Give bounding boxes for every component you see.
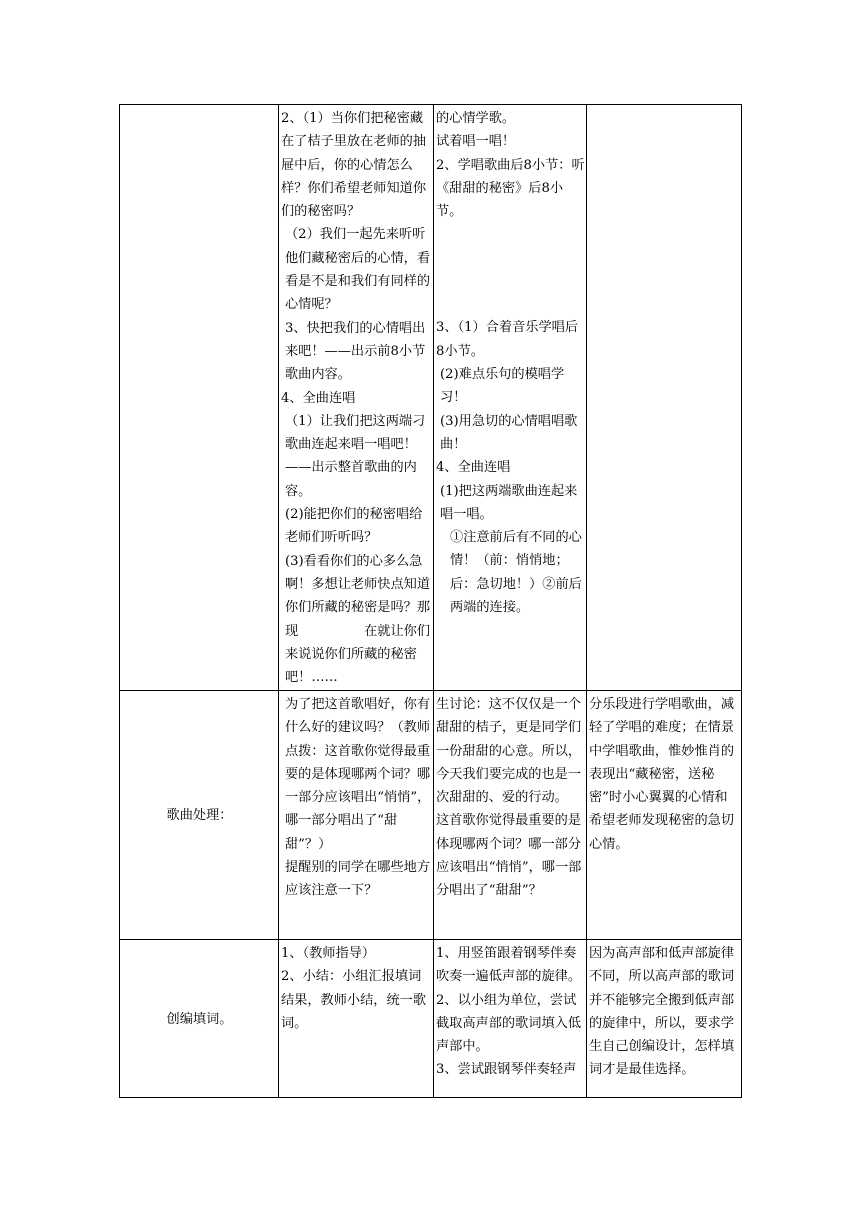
student-paragraph: 试着唱一唱！ [436, 134, 516, 150]
teacher-activity-cell [279, 940, 434, 1098]
student-paragraph: 3、（1）合着音乐学唱后8小节。 [436, 320, 579, 359]
student-paragraph: 1、用竖笛跟着钢琴伴奏吹奏一遍低声部的旋律。 [436, 946, 582, 985]
teacher-activity-cell [279, 691, 434, 940]
student-paragraph: 4、全曲连唱 [436, 460, 511, 476]
student-paragraph: 3、尝试跟钢琴伴奏轻声 [436, 1062, 577, 1078]
teacher-paragraph: 提醒别的同学在哪些地方应该注意一下？ [285, 860, 431, 899]
intent-paragraph: 分乐段进行学唱歌曲，减轻了学唱的难度；在情景中学唱歌曲，惟妙惟肖的表现出“藏秘密，送秘密”时小心翼翼的心情和希望老师发现秘密的急切心情。 [589, 697, 735, 852]
intent-paragraph: 因为高声部和低声部旋律不同，所以高声部的歌词并不能够完全搬到低声部的旋律中，所以，要求学生自己创编设计，怎样填词才是最佳选择。 [589, 946, 735, 1078]
teacher-paragraph: 1、（教师指导） [281, 946, 376, 961]
table-row [120, 105, 742, 691]
teacher-paragraph: 3、快把我们的心情唱出来吧！——出示前8小节歌曲内容。 [285, 320, 426, 383]
student-activity-cell [434, 105, 587, 691]
teacher-paragraph: （1）让我们把这两端刁歌曲连起来唱一唱吧！——出示整首歌曲的内容。 [285, 413, 426, 499]
student-paragraph: (2)难点乐句的模唱学习！ [440, 367, 565, 406]
student-paragraph: 2、以小组为单位，尝试截取高声部的歌词填入低声部中。 [436, 992, 582, 1055]
design-intent-cell [587, 105, 742, 691]
table-row [120, 691, 742, 940]
teacher-paragraph: （2）我们一起先来听听他们藏秘密后的心情，看看是不是和我们有同样的心情呢？ [285, 227, 431, 313]
student-activity-cell [434, 691, 587, 940]
student-paragraph: (3)用急切的心情唱唱歌曲！ [440, 413, 578, 452]
teacher-paragraph: (3)看看你们的心多么急啊！多想让老师快点知道你们所藏的秘密是吗？那现 在就让你们来说说你们所藏的秘密吧！…… [285, 553, 431, 686]
student-paragraph: 2、学唱歌曲后8小节：听《甜甜的秘密》后8小节。 [436, 157, 585, 220]
teacher-paragraph: 4、全曲连唱 [281, 390, 356, 406]
teacher-paragraph: 2、（1）当你们把秘密藏在了桔子里放在老师的抽屉中后，你的心情怎么样？你们希望老师知道你们的秘密吗？ [281, 111, 427, 220]
student-paragraph: 这首歌你觉得最重要的是体现哪两个词？哪一部分应该唱出“悄悄”，哪一部分唱出了“甜甜”？ [436, 813, 582, 899]
design-intent-cell [587, 691, 742, 940]
student-activity-cell [434, 940, 587, 1098]
student-paragraph: ①注意前后有不同的心情！（前：悄悄地；后：急切地！）②前后两端的连接。 [450, 530, 582, 616]
teacher-paragraph: (2)能把你们的秘密唱给老师们听听吗？ [285, 507, 423, 546]
row-label: 创编填词。 [120, 940, 279, 1098]
student-paragraph: (1)把这两端歌曲连起来唱一唱。 [440, 483, 578, 522]
teacher-paragraph: 为了把这首歌唱好，你有什么好的建议吗？（教师点拨：这首歌你觉得最重要的是体现哪两个词？哪一部分应该唱出“悄悄”，哪一部分唱出了“甜甜”？） [285, 697, 431, 852]
design-intent-cell [587, 940, 742, 1098]
student-paragraph: 生讨论：这不仅仅是一个甜甜的桔子，更是同学们一份甜甜的心意。所以，今天我们要完成的也是一次甜甜的、爱的行动。 [436, 697, 582, 806]
row-label [120, 105, 279, 691]
table-row [120, 940, 742, 1098]
teacher-paragraph: 2、小结：小组汇报填词结果，教师小结，统一歌词。 [281, 969, 427, 1031]
student-paragraph: 的心情学歌。 [436, 111, 516, 126]
lesson-plan-table [119, 104, 742, 1098]
row-label: 歌曲处理： [120, 691, 279, 940]
teacher-activity-cell [279, 105, 434, 691]
